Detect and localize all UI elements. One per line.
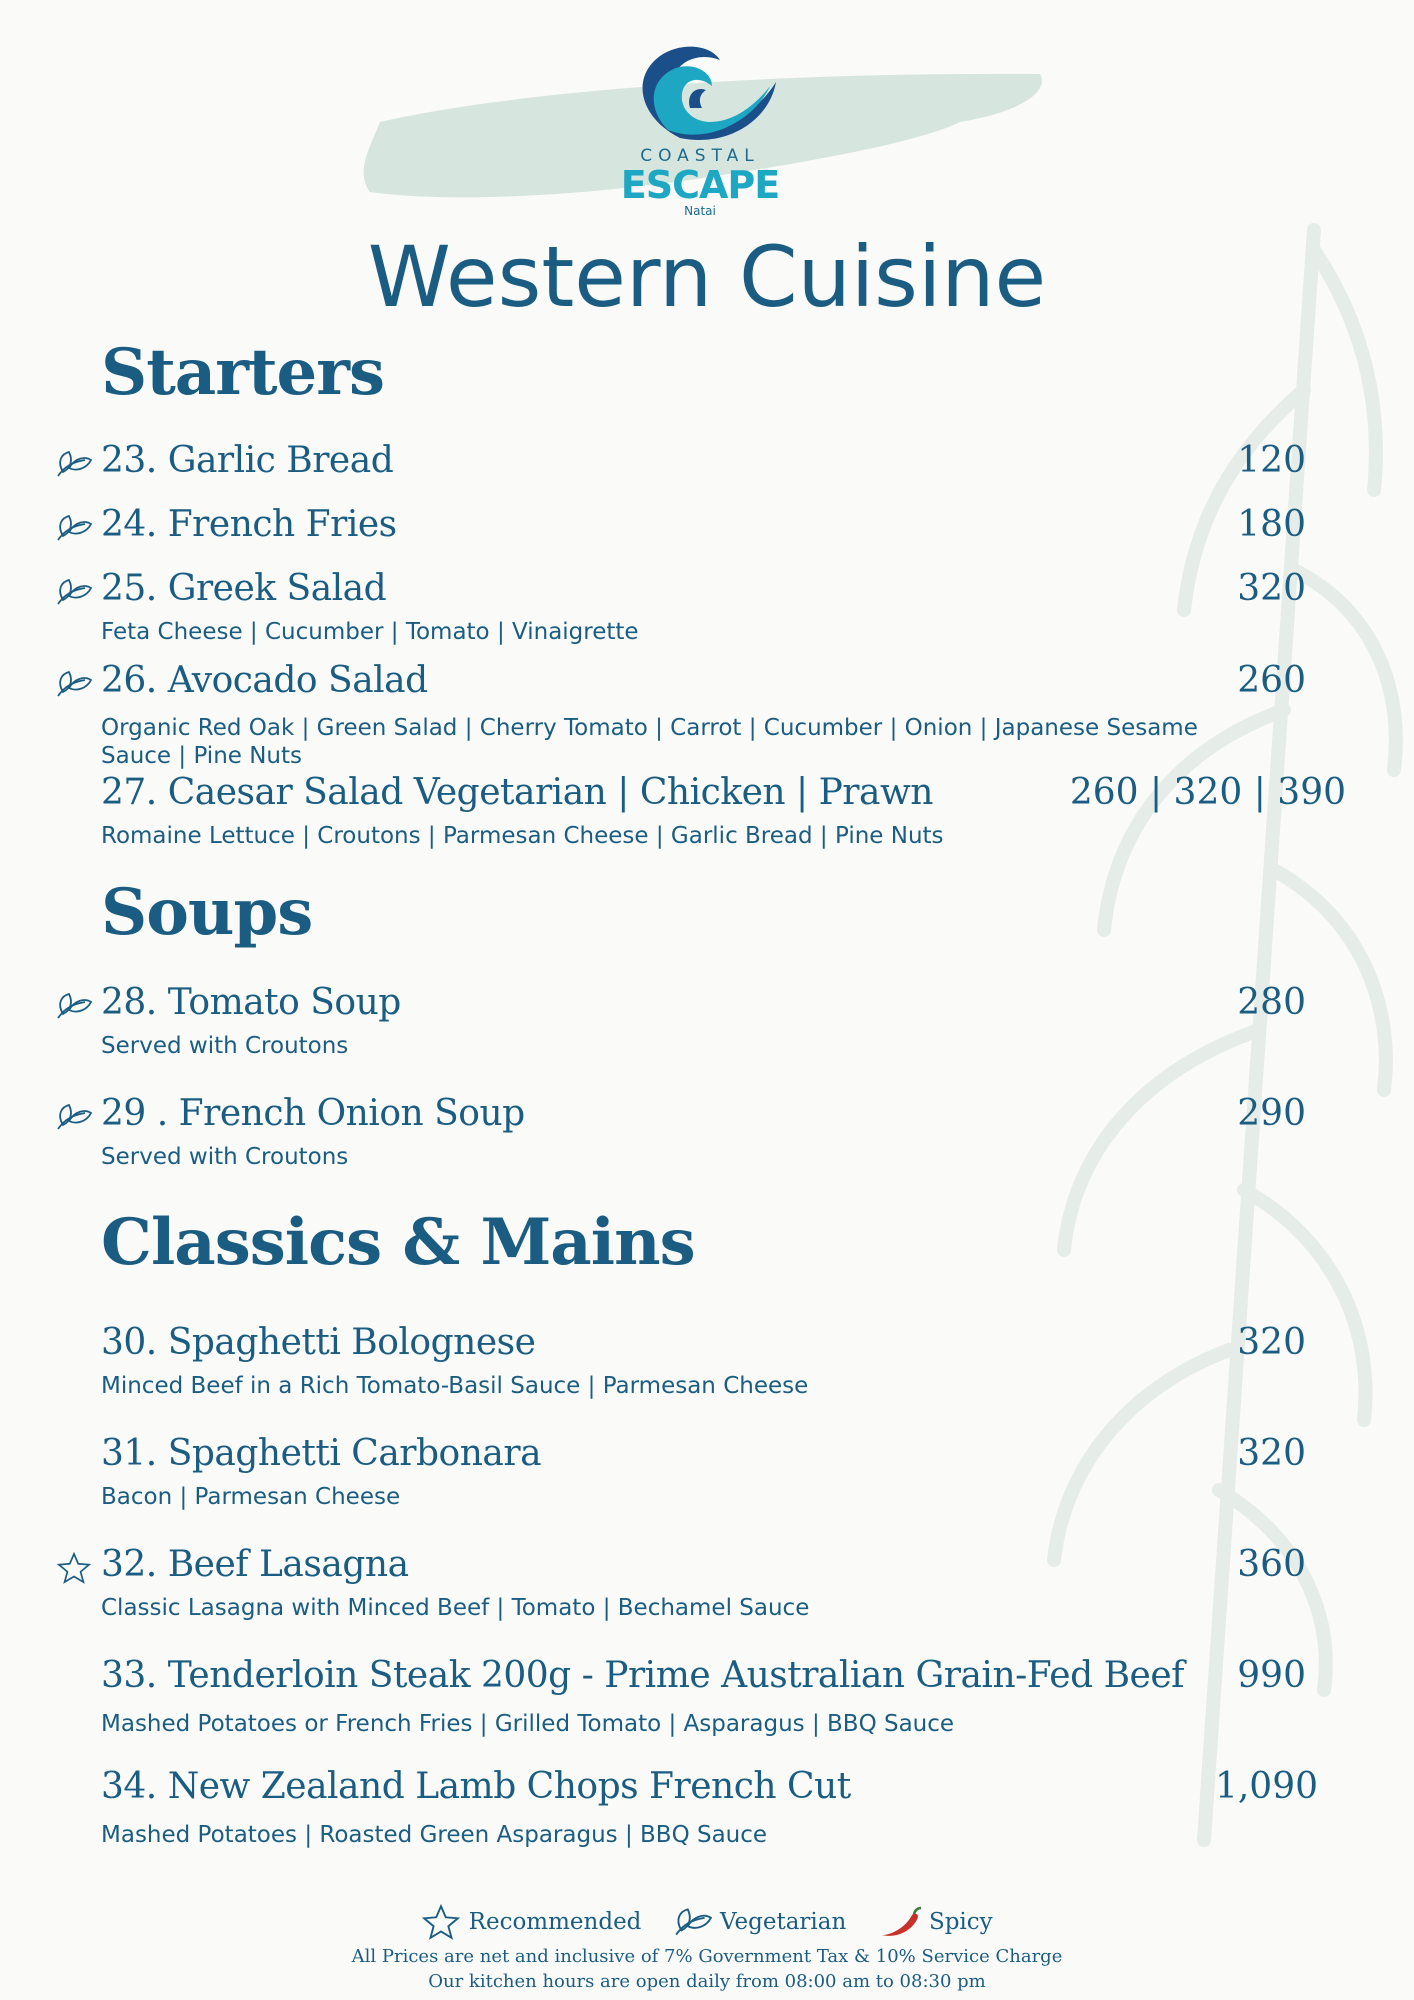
- leaf-icon: [55, 512, 93, 544]
- item-price: 180: [1237, 504, 1306, 545]
- legend-label-spicy: Spicy: [928, 1909, 993, 1935]
- item-description: Classic Lasagna with Minced Beef | Tomato | Bechamel Sauce: [101, 1595, 810, 1621]
- item-price: 1,090: [1214, 1766, 1318, 1807]
- item-price: 120: [1237, 440, 1306, 481]
- footer-note-prices: All Prices are net and inclusive of 7% Government Tax & 10% Service Charge: [351, 1946, 1063, 1967]
- item-name: 24. French Fries: [101, 504, 397, 545]
- item-price: 320: [1237, 1433, 1306, 1474]
- item-name: 31. Spaghetti Carbonara: [101, 1433, 542, 1474]
- item-price: 360: [1237, 1544, 1306, 1585]
- section-title-soups: Soups: [101, 875, 313, 950]
- item-description: Minced Beef in a Rich Tomato-Basil Sauce | Parmesan Cheese: [101, 1373, 809, 1399]
- leaf-icon: [55, 576, 93, 608]
- item-price: 260 | 320 | 390: [1069, 772, 1346, 813]
- item-description: Mashed Potatoes | Roasted Green Asparagus | BBQ Sauce: [101, 1822, 768, 1848]
- item-description: Served with Croutons: [101, 1033, 349, 1059]
- item-name: 25. Greek Salad: [101, 568, 387, 609]
- star-icon: [55, 1552, 93, 1584]
- star-icon: [421, 1904, 461, 1940]
- item-name: 27. Caesar Salad Vegetarian | Chicken | Prawn: [101, 772, 933, 813]
- item-name: 34. New Zealand Lamb Chops French Cut: [101, 1766, 851, 1807]
- leaf-icon: [55, 668, 93, 700]
- legend-vegetarian: [673, 1905, 847, 1939]
- leaf-icon: [55, 990, 93, 1022]
- item-name: 32. Beef Lasagna: [101, 1544, 409, 1585]
- wave-logo-icon: [620, 38, 780, 146]
- item-name: 30. Spaghetti Bolognese: [101, 1322, 536, 1363]
- leaf-icon: [55, 448, 93, 480]
- item-description: Served with Croutons: [101, 1144, 349, 1170]
- item-description: Bacon | Parmesan Cheese: [101, 1484, 401, 1510]
- chili-icon: [878, 1905, 922, 1939]
- brand-line-escape: ESCAPE: [620, 163, 780, 207]
- legend-spicy: [878, 1905, 993, 1939]
- item-description: Mashed Potatoes or French Fries | Grilled Tomato | Asparagus | BBQ Sauce: [101, 1711, 955, 1737]
- item-description: Feta Cheese | Cucumber | Tomato | Vinaigrette: [101, 619, 639, 645]
- item-price: 320: [1237, 568, 1306, 609]
- item-description: Romaine Lettuce | Croutons | Parmesan Cheese | Garlic Bread | Pine Nuts: [101, 823, 944, 849]
- leaf-icon: [673, 1905, 713, 1939]
- item-price: 320: [1237, 1322, 1306, 1363]
- brand-logo: [600, 38, 800, 218]
- item-price: 280: [1237, 982, 1306, 1023]
- item-description: Organic Red Oak | Green Salad | Cherry Tomato | Carrot | Cucumber | Onion | Japanese Sesame Sauce | Pine Nuts: [101, 715, 1198, 769]
- item-price: 290: [1237, 1093, 1306, 1134]
- legend-recommended: [421, 1904, 641, 1940]
- item-name: 33. Tenderloin Steak 200g - Prime Australian Grain-Fed Beef: [101, 1655, 1184, 1696]
- brand-line-natai: Natai: [684, 204, 716, 218]
- brand-line-coastal: COASTAL: [640, 146, 760, 166]
- item-name: 29 . French Onion Soup: [101, 1093, 525, 1134]
- item-price: 990: [1237, 1655, 1306, 1696]
- legend: [0, 1904, 1414, 1940]
- item-name: 26. Avocado Salad: [101, 660, 428, 701]
- section-title-mains: Classics & Mains: [101, 1205, 695, 1280]
- leaf-icon: [55, 1101, 93, 1133]
- item-name: 23. Garlic Bread: [101, 440, 394, 481]
- item-price: 260: [1237, 660, 1306, 701]
- legend-label-vegetarian: Vegetarian: [720, 1909, 847, 1935]
- item-name: 28. Tomato Soup: [101, 982, 401, 1023]
- section-title-starters: Starters: [101, 335, 384, 410]
- legend-label-recommended: Recommended: [468, 1909, 642, 1935]
- page-title: Western Cuisine: [367, 228, 1047, 326]
- footer-note-hours: Our kitchen hours are open daily from 08:00 am to 08:30 pm: [428, 1971, 986, 1992]
